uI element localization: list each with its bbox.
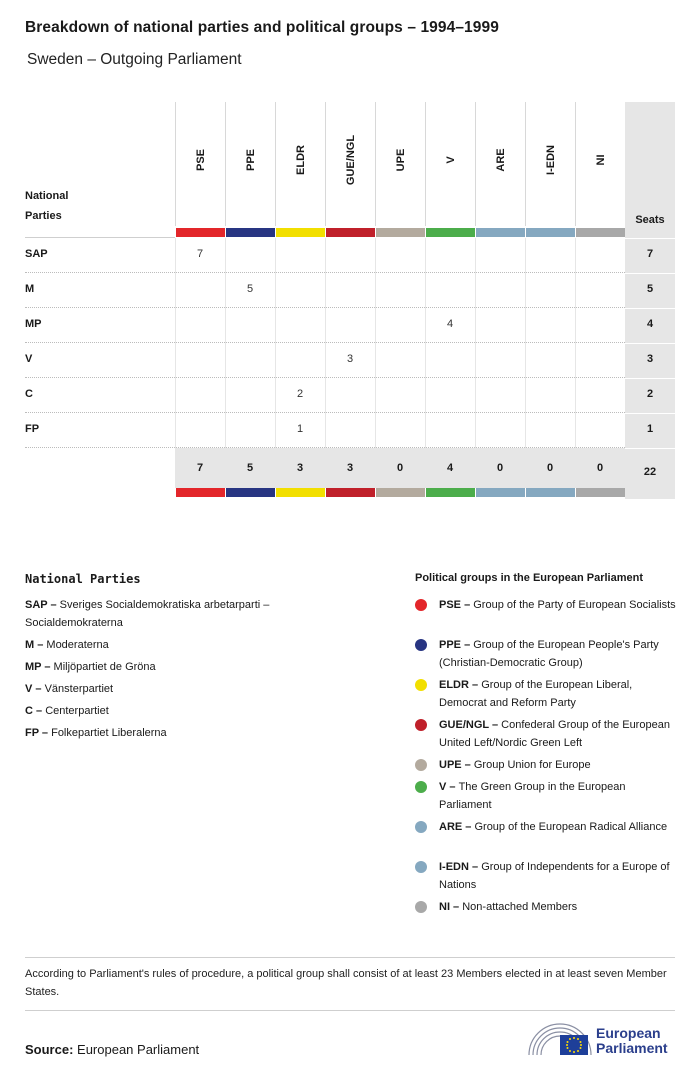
party-seats: 1 — [646, 423, 654, 435]
european-parliament-logo: European Parliament — [527, 1019, 677, 1059]
group-color-bar — [526, 488, 575, 497]
party-row-label: C — [25, 388, 33, 400]
group-color-bar — [526, 228, 575, 237]
group-color-bar — [176, 488, 225, 497]
column-divider — [325, 238, 326, 448]
party-row-label: MP — [25, 318, 42, 330]
group-column-header: V — [425, 102, 476, 226]
group-color-bar — [476, 228, 525, 237]
seat-count-cell: 1 — [296, 423, 304, 435]
seat-count-cell: 4 — [446, 318, 454, 330]
group-color-bar — [226, 228, 275, 237]
column-divider — [175, 238, 176, 448]
legend-item: I-EDN – Group of Independents for a Europe of Nations — [439, 861, 670, 891]
party-row-label: FP — [25, 423, 40, 435]
row-divider — [25, 447, 625, 448]
party-row-label: M — [25, 283, 35, 295]
legend-item: V – Vänsterpartiet — [25, 683, 114, 695]
legend-item: PPE – Group of the European People's Party (Christian-Democratic Group) — [439, 639, 659, 669]
group-color-bar — [226, 488, 275, 497]
legend-item: V – The Green Group in the European Parliament — [439, 781, 626, 811]
seat-divider — [625, 308, 675, 309]
seat-count-cell: 2 — [296, 388, 304, 400]
row-divider — [25, 412, 625, 413]
row-divider — [25, 377, 625, 378]
source-line: Source: European Parliament — [25, 1042, 200, 1057]
legend-item: FP – Folkepartiet Liberalerna — [25, 727, 167, 739]
group-color-bar — [326, 488, 375, 497]
group-color-bar — [326, 228, 375, 237]
national-parties-legend-title: National Parties — [25, 572, 141, 586]
national-parties-header: National Parties — [25, 190, 69, 222]
divider — [25, 1010, 675, 1011]
group-column-header: ELDR — [275, 102, 326, 226]
group-column-header: PPE — [225, 102, 276, 226]
column-divider — [425, 238, 426, 448]
column-divider — [375, 238, 376, 448]
grand-total: 22 — [643, 466, 657, 478]
divider — [25, 957, 675, 958]
group-total: 3 — [346, 462, 354, 474]
column-divider — [525, 238, 526, 448]
group-color-dot-icon — [415, 679, 427, 691]
group-total: 0 — [496, 462, 504, 474]
column-divider — [225, 238, 226, 448]
group-color-bar — [576, 488, 625, 497]
legend-item: SAP – Sveriges Socialdemokratiska arbetarparti – Socialdemokraterna — [25, 599, 270, 629]
party-seats: 4 — [646, 318, 654, 330]
seat-count-cell: 3 — [346, 353, 354, 365]
group-color-bar — [276, 488, 325, 497]
european-parliament-logo-icon — [527, 1019, 593, 1059]
group-color-dot-icon — [415, 821, 427, 833]
group-column-header: GUE/NGL — [325, 102, 376, 226]
seats-header: Seats — [625, 102, 675, 238]
seat-divider — [625, 343, 675, 344]
seat-divider — [625, 378, 675, 379]
group-column-header: NI — [575, 102, 626, 226]
group-total: 0 — [596, 462, 604, 474]
party-seats: 3 — [646, 353, 654, 365]
group-color-bar — [376, 228, 425, 237]
seat-count-cell: 5 — [246, 283, 254, 295]
group-color-bar — [276, 228, 325, 237]
group-color-dot-icon — [415, 861, 427, 873]
row-divider — [25, 307, 625, 308]
seat-count-cell: 7 — [196, 248, 204, 260]
group-color-dot-icon — [415, 639, 427, 651]
column-divider — [275, 238, 276, 448]
group-color-dot-icon — [415, 719, 427, 731]
legend-item: NI – Non-attached Members — [439, 901, 578, 913]
party-seats: 2 — [646, 388, 654, 400]
legend-item: UPE – Group Union for Europe — [439, 759, 591, 771]
group-color-bar — [576, 228, 625, 237]
legend-item: C – Centerpartiet — [25, 705, 109, 717]
group-total: 3 — [296, 462, 304, 474]
legend-item: ARE – Group of the European Radical Alliance — [439, 821, 668, 833]
legend-item: M – Moderaterna — [25, 639, 109, 651]
header-divider — [25, 237, 175, 238]
group-color-bar — [426, 228, 475, 237]
party-row-label: V — [25, 353, 33, 365]
party-seats: 5 — [646, 283, 654, 295]
group-color-dot-icon — [415, 599, 427, 611]
group-color-bar — [176, 228, 225, 237]
group-column-header: PSE — [175, 102, 226, 226]
group-total: 5 — [246, 462, 254, 474]
legend-item: ELDR – Group of the European Liberal, Democrat and Reform Party — [439, 679, 633, 709]
group-color-bar — [376, 488, 425, 497]
seat-divider — [625, 238, 675, 239]
group-column-header: I-EDN — [525, 102, 576, 226]
row-divider — [25, 342, 625, 343]
row-divider — [25, 272, 625, 273]
seat-divider — [625, 413, 675, 414]
group-total: 0 — [396, 462, 404, 474]
seat-divider — [625, 273, 675, 274]
group-color-dot-icon — [415, 759, 427, 771]
political-groups-legend-title: Political groups in the European Parliament — [415, 572, 643, 584]
legend-item: MP – Miljöpartiet de Gröna — [25, 661, 156, 673]
group-total: 4 — [446, 462, 454, 474]
footnote: According to Parliament's rules of procedure, a political group shall consist of at least 23 Members elected in at least seven Member States. — [25, 968, 667, 998]
party-row-label: SAP — [25, 248, 48, 260]
column-divider — [575, 238, 576, 448]
group-color-dot-icon — [415, 781, 427, 793]
page-subtitle: Sweden – Outgoing Parliament — [27, 51, 242, 68]
party-seats: 7 — [646, 248, 654, 260]
group-column-header: ARE — [475, 102, 526, 226]
group-column-header: UPE — [375, 102, 426, 226]
group-total: 7 — [196, 462, 204, 474]
legend-item: GUE/NGL – Confederal Group of the European United Left/Nordic Green Left — [439, 719, 670, 749]
group-color-bar — [426, 488, 475, 497]
group-color-dot-icon — [415, 901, 427, 913]
column-divider — [475, 238, 476, 448]
legend-item: PSE – Group of the Party of European Socialists — [439, 599, 676, 611]
page-title: Breakdown of national parties and political groups – 1994–1999 — [25, 19, 499, 36]
group-color-bar — [476, 488, 525, 497]
group-total: 0 — [546, 462, 554, 474]
